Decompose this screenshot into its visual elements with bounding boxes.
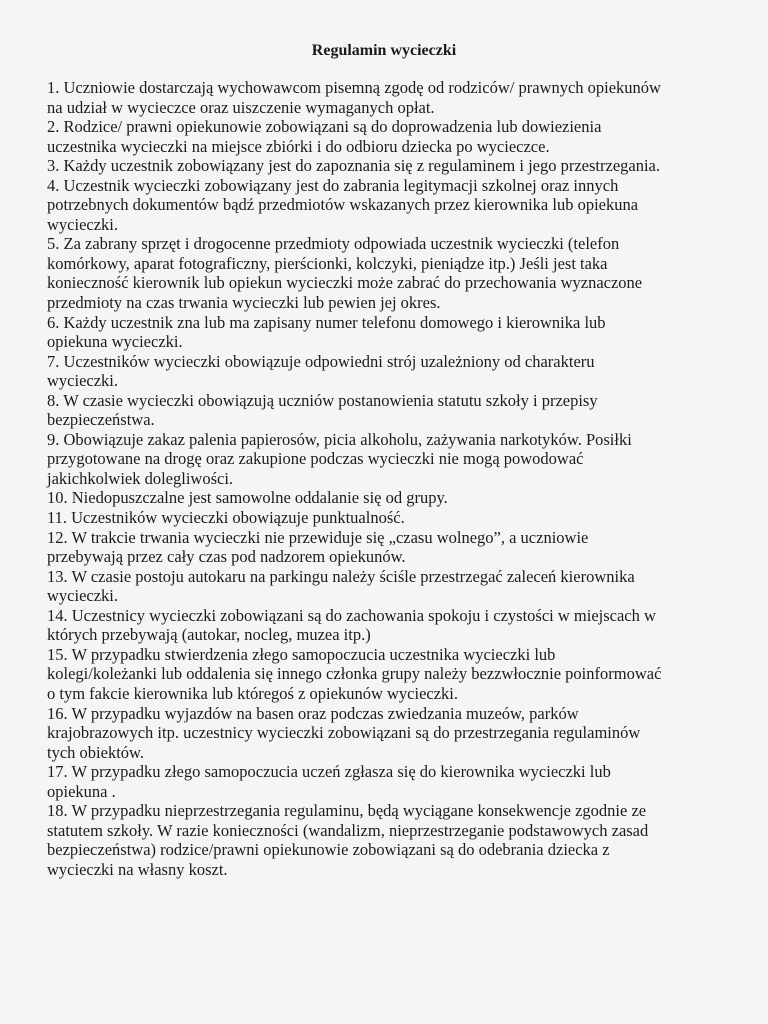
rule-text-line: statutem szkoły. W razie konieczności (wandalizm, nieprzestrzeganie podstawowych zasad <box>47 820 649 840</box>
rule-item <box>47 234 727 312</box>
rule-text-line: 4. Uczestnik wycieczki zobowiązany jest do zabrania legitymacji szkolnej oraz innych <box>47 175 619 195</box>
rule-text-line: 2. Rodzice/ prawni opiekunowie zobowiązani są do doprowadzenia lub dowiezienia <box>47 117 602 137</box>
rule-item <box>47 508 727 528</box>
rule-text-line: bezpieczeństwa. <box>47 410 155 430</box>
rule-item <box>47 488 727 508</box>
rule-text-line: konieczność kierownik lub opiekun wycieczki może zabrać do przechowania wyznaczone <box>47 273 643 293</box>
rule-text-line: 7. Uczestników wycieczki obowiązuje odpowiedni strój uzależniony od charakteru <box>47 351 595 371</box>
rule-text-line: opiekuna wycieczki. <box>47 332 183 352</box>
rules-list <box>47 78 727 879</box>
rule-item <box>47 117 727 156</box>
rule-item <box>47 176 727 235</box>
rule-text-line: wycieczki. <box>47 586 119 606</box>
rule-text-line: przedmioty na czas trwania wycieczki lub pewien jej okres. <box>47 293 441 313</box>
rule-text-line: na udział w wycieczce oraz uiszczenie wymaganych opłat. <box>47 97 435 117</box>
rule-text-line: wycieczki. <box>47 371 119 391</box>
rule-text-line: przebywają przez cały czas pod nadzorem opiekunów. <box>47 547 406 567</box>
rule-item <box>47 704 727 763</box>
rule-text-line: 3. Każdy uczestnik zobowiązany jest do zapoznania się z regulaminem i jego przestrzegania. <box>47 156 660 176</box>
rule-text-line: opiekuna . <box>47 781 116 801</box>
rule-item <box>47 645 727 704</box>
rule-text-line: 6. Każdy uczestnik zna lub ma zapisany numer telefonu domowego i kierownika lub <box>47 312 606 332</box>
document-title: Regulamin wycieczki <box>311 42 457 59</box>
rule-text-line: których przebywają (autokar, nocleg, muzea itp.) <box>47 625 371 645</box>
rule-text-line: 14. Uczestnicy wycieczki zobowiązani są do zachowania spokoju i czystości w miejscach w <box>47 605 656 625</box>
rule-text-line: o tym fakcie kierownika lub któregoś z opiekunów wycieczki. <box>47 683 459 703</box>
rule-text-line: 17. W przypadku złego samopoczucia uczeń zgłasza się do kierownika wycieczki lub <box>47 762 611 782</box>
rule-text-line: 15. W przypadku stwierdzenia złego samopoczucia uczestnika wycieczki lub <box>47 644 556 664</box>
rule-text-line: kolegi/koleżanki lub oddalenia się innego członka grupy należy bezzwłocznie poinformować <box>47 664 662 684</box>
rule-item <box>47 156 727 176</box>
rule-text-line: 5. Za zabrany sprzęt i drogocenne przedmioty odpowiada uczestnik wycieczki (telefon <box>47 234 620 254</box>
rule-item <box>47 801 727 879</box>
rule-text-line: 13. W czasie postoju autokaru na parkingu należy ściśle przestrzegać zaleceń kierownika <box>47 566 635 586</box>
rule-text-line: wycieczki na własny koszt. <box>47 859 228 879</box>
rule-item <box>47 528 727 567</box>
rule-text-line: krajobrazowych itp. uczestnicy wycieczki zobowiązani są do przestrzegania regulaminów <box>47 723 641 743</box>
rule-text-line: komórkowy, aparat fotograficzny, pierścionki, kolczyki, pieniądze itp.) Jeśli jest taka <box>47 253 608 273</box>
rule-item <box>47 762 727 801</box>
rule-text-line: 16. W przypadku wyjazdów na basen oraz podczas zwiedzania muzeów, parków <box>47 703 579 723</box>
rule-text-line: 12. W trakcie trwania wycieczki nie przewiduje się „czasu wolnego”, a uczniowie <box>47 527 589 547</box>
rule-item <box>47 430 727 489</box>
rule-item <box>47 606 727 645</box>
rule-text-line: 10. Niedopuszczalne jest samowolne oddalanie się od grupy. <box>47 488 448 508</box>
rule-text-line: 18. W przypadku nieprzestrzegania regulaminu, będą wyciągane konsekwencje zgodnie ze <box>47 801 647 821</box>
rule-item <box>47 78 727 117</box>
rule-text-line: 11. Uczestników wycieczki obowiązuje punktualność. <box>47 508 405 528</box>
rule-item <box>47 567 727 606</box>
rule-text-line: potrzebnych dokumentów bądź przedmiotów wskazanych przez kierownika lub opiekuna <box>47 195 639 215</box>
rule-text-line: 1. Uczniowie dostarczają wychowawcom pisemną zgodę od rodziców/ prawnych opiekunów <box>47 78 661 97</box>
rule-item <box>47 391 727 430</box>
rule-text-line: 9. Obowiązuje zakaz palenia papierosów, picia alkoholu, zażywania narkotyków. Posiłki <box>47 429 632 449</box>
rule-text-line: przygotowane na drogę oraz zakupione podczas wycieczki nie mogą powodować <box>47 449 584 469</box>
rule-text-line: jakichkolwiek dolegliwości. <box>47 468 234 488</box>
rule-text-line: uczestnika wycieczki na miejsce zbiórki i do odbioru dziecka po wycieczce. <box>47 136 550 156</box>
rule-item <box>47 352 727 391</box>
rule-text-line: tych obiektów. <box>47 742 144 762</box>
rule-text-line: wycieczki. <box>47 214 119 234</box>
rule-text-line: 8. W czasie wycieczki obowiązują uczniów postanowienia statutu szkoły i przepisy <box>47 390 598 410</box>
rule-text-line: bezpieczeństwa) rodzice/prawni opiekunowie zobowiązani są do odebrania dziecka z <box>47 840 610 860</box>
rule-item <box>47 313 727 352</box>
